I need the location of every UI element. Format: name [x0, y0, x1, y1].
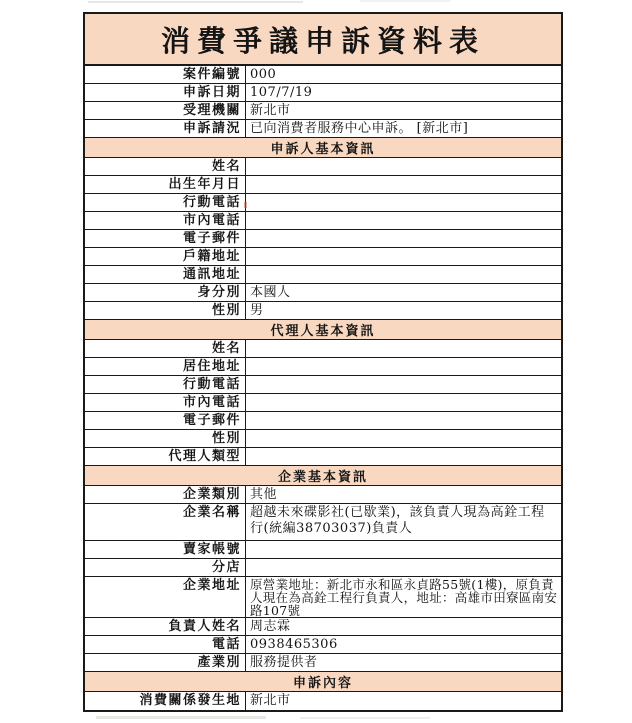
row-agent-type: [85, 448, 561, 466]
row-business-address: [85, 577, 561, 618]
agent-email-value: [246, 412, 561, 429]
row-consumption-location: [85, 692, 561, 710]
business-name-label: 企業名稱: [85, 504, 246, 540]
business-phone-value: 0938465306: [250, 637, 338, 652]
row-business-name: [85, 504, 561, 541]
consumption-location-value: 新北市: [250, 693, 291, 708]
row-owner-name: [85, 618, 561, 636]
complaint-status-label: 申訴請況: [85, 120, 246, 137]
agent-name-value: [246, 340, 561, 357]
gender-value: 男: [250, 303, 264, 318]
industry-type-label: 產業別: [85, 654, 246, 671]
row-case-number: [85, 66, 561, 84]
section-header-complaint-content: 申訴內容: [85, 672, 561, 692]
business-name-value: 超越未來碟影社(已歇業)，該負責人現為高銓工程行(統編38703037)負責人: [250, 505, 545, 536]
mobile-phone-value: [246, 194, 561, 211]
business-category-value: 其他: [250, 487, 278, 502]
row-email: [85, 230, 561, 248]
scan-artifact-bottom-2: [300, 717, 430, 719]
agent-email-label: 電子郵件: [85, 412, 246, 429]
case-number-value: 000: [250, 67, 277, 82]
row-mobile-phone: [85, 194, 561, 212]
identity-type-value: 本國人: [250, 285, 291, 300]
agent-local-phone-value: [246, 394, 561, 411]
scan-artifact-bottom: [96, 716, 266, 719]
birth-date-value: [246, 176, 561, 193]
row-business-category: [85, 486, 561, 504]
business-phone-label: 電話: [85, 636, 246, 653]
agent-mobile-phone-label: 行動電話: [85, 376, 246, 393]
business-category-label: 企業類別: [85, 486, 246, 503]
consumption-location-label: 消費關係發生地: [85, 692, 246, 710]
section-header-business-info: 企業基本資訊: [85, 466, 561, 486]
row-gender: [85, 302, 561, 320]
row-industry-type: [85, 654, 561, 672]
row-business-phone: [85, 636, 561, 654]
row-registered-address: [85, 248, 561, 266]
agent-gender-label: 性別: [85, 430, 246, 447]
local-phone-label: 市內電話: [85, 212, 246, 229]
row-agent-residence-address: [85, 358, 561, 376]
row-agent-email: [85, 412, 561, 430]
birth-date-label: 出生年月日: [85, 176, 246, 193]
section-header-complainant-info: 申訴人基本資訊: [85, 138, 561, 158]
case-number-label: 案件編號: [85, 66, 246, 83]
agent-residence-address-label: 居住地址: [85, 358, 246, 375]
scan-artifact-top-2: [360, 0, 450, 2]
industry-type-value: 服務提供者: [250, 655, 318, 670]
branch-store-value: [246, 559, 561, 576]
gender-label: 性別: [85, 302, 246, 319]
owner-name-value: 周志霖: [250, 619, 291, 634]
row-birth-date: [85, 176, 561, 194]
agent-local-phone-label: 市內電話: [85, 394, 246, 411]
branch-store-label: 分店: [85, 559, 246, 576]
section-header-agent-info: 代理人基本資訊: [85, 320, 561, 340]
seller-account-value: [246, 541, 561, 558]
registered-address-label: 戶籍地址: [85, 248, 246, 265]
row-branch-store: [85, 559, 561, 577]
agent-gender-value: [246, 430, 561, 447]
complaint-date-value: 107/7/19: [250, 85, 313, 100]
email-value: [246, 230, 561, 247]
row-agent-local-phone: [85, 394, 561, 412]
form-title: 消費爭議申訴資料表: [85, 14, 561, 66]
accepting-agency-value: 新北市: [250, 103, 291, 118]
agent-type-label: 代理人類型: [85, 448, 246, 465]
row-complaint-status: [85, 120, 561, 138]
row-complaint-date: [85, 84, 561, 102]
complainant-name-label: 姓名: [85, 158, 246, 175]
mailing-address-label: 通訊地址: [85, 266, 246, 283]
owner-name-label: 負責人姓名: [85, 618, 246, 635]
complainant-name-value: [246, 158, 561, 175]
row-agent-mobile-phone: [85, 376, 561, 394]
row-mailing-address: [85, 266, 561, 284]
row-accepting-agency: [85, 102, 561, 120]
complaint-status-value: 已向消費者服務中心申訴。 [新北市]: [250, 121, 469, 136]
row-seller-account: [85, 541, 561, 559]
agent-type-value: [246, 448, 561, 465]
accepting-agency-label: 受理機關: [85, 102, 246, 119]
row-local-phone: [85, 212, 561, 230]
scan-artifact-top: [88, 1, 303, 3]
local-phone-value: [246, 212, 561, 229]
agent-mobile-phone-value: [246, 376, 561, 393]
row-agent-name: [85, 340, 561, 358]
identity-type-label: 身分別: [85, 284, 246, 301]
mailing-address-value: [246, 266, 561, 283]
email-label: 電子郵件: [85, 230, 246, 247]
row-identity-type: [85, 284, 561, 302]
complaint-form-table: [83, 12, 563, 712]
complaint-date-label: 申訴日期: [85, 84, 246, 101]
agent-residence-address-value: [246, 358, 561, 375]
seller-account-label: 賣家帳號: [85, 541, 246, 558]
registered-address-value: [246, 248, 561, 265]
mobile-phone-label: 行動電話: [85, 194, 246, 211]
agent-name-label: 姓名: [85, 340, 246, 357]
business-address-value: 原營業地址：新北市永和區永貞路55號(1樓)，原負責人現在為高銓工程行負責人，地址：高雄市田寮區南安路107號: [250, 577, 558, 617]
row-agent-gender: [85, 430, 561, 448]
business-address-label: 企業地址: [85, 577, 246, 617]
row-complainant-name: [85, 158, 561, 176]
